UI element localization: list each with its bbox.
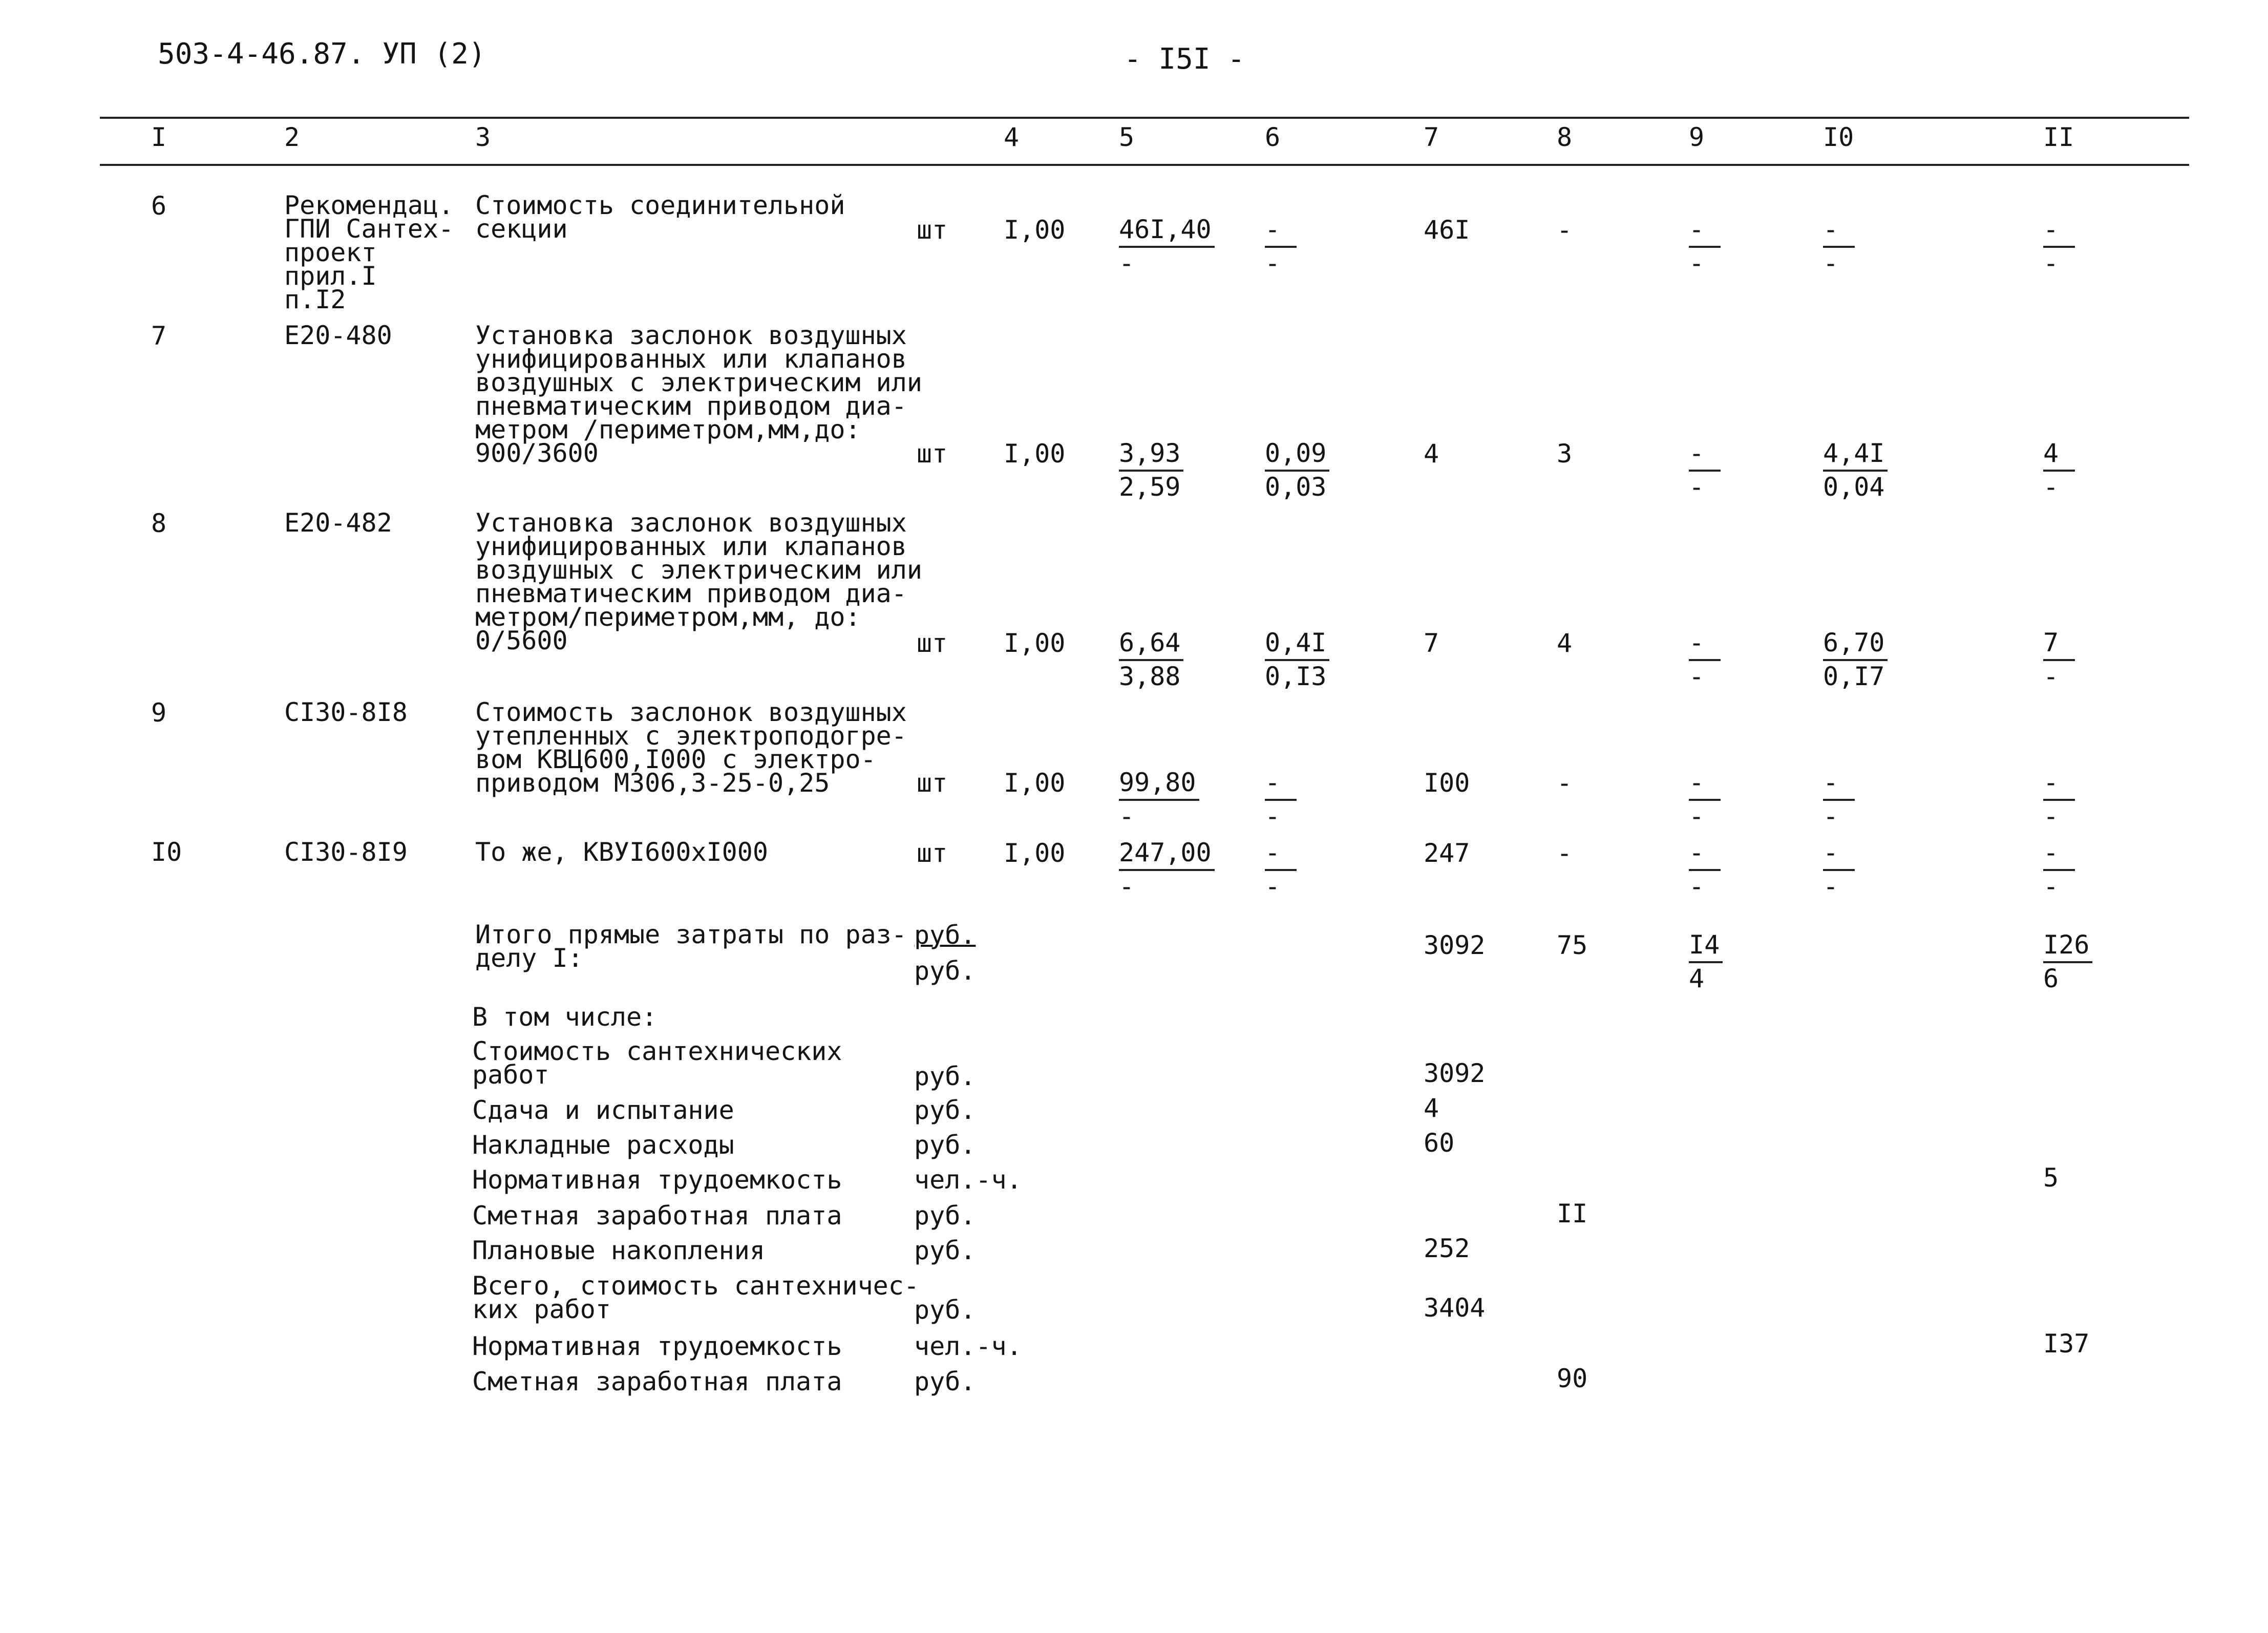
row-quantity: I,00 bbox=[1004, 768, 1066, 798]
col10-fraction bbox=[1823, 214, 1855, 279]
totals-col11-denominator: 6 bbox=[2043, 964, 2059, 993]
col6-numerator: - bbox=[1265, 837, 1297, 871]
col10-denominator: - bbox=[1823, 248, 1839, 278]
col6-denominator: - bbox=[1265, 872, 1281, 901]
col5-fraction bbox=[1119, 214, 1215, 279]
row-number: 7 bbox=[151, 321, 167, 351]
row-number: 8 bbox=[151, 508, 167, 538]
summary-unit: руб. bbox=[914, 1130, 976, 1160]
col6-denominator: 0,03 bbox=[1265, 472, 1327, 502]
col11-numerator: - bbox=[2043, 214, 2075, 248]
summary-unit: руб. bbox=[914, 1062, 976, 1091]
col9-numerator: - bbox=[1689, 837, 1721, 871]
col5-fraction bbox=[1119, 627, 1183, 692]
summary-label: Сметная заработная плата bbox=[472, 1367, 842, 1396]
summary-label: Стоимость сантехнических работ bbox=[472, 1036, 842, 1090]
row-number: 6 bbox=[151, 191, 167, 221]
col10-fraction bbox=[1823, 627, 1888, 692]
column-header: 2 bbox=[284, 122, 300, 152]
col11-denominator: - bbox=[2043, 801, 2059, 831]
col11-fraction bbox=[2043, 837, 2075, 902]
row-code: Е20-482 bbox=[284, 508, 392, 538]
col11-numerator: 4 bbox=[2043, 438, 2075, 472]
column-header: I bbox=[151, 122, 167, 152]
summary-col8: 90 bbox=[1557, 1364, 1588, 1393]
row-code: СI30-8I8 bbox=[284, 697, 408, 727]
table-header-rule bbox=[100, 164, 2189, 166]
summary-unit: руб. bbox=[914, 1095, 976, 1125]
row-number: I0 bbox=[151, 837, 182, 867]
col5-denominator: 3,88 bbox=[1119, 662, 1181, 691]
row-quantity: I,00 bbox=[1004, 628, 1066, 658]
col9-denominator: - bbox=[1689, 872, 1705, 901]
col9-numerator: - bbox=[1689, 214, 1721, 248]
col6-numerator: - bbox=[1265, 214, 1297, 248]
summary-label: Накладные расходы bbox=[472, 1130, 734, 1160]
column-header: II bbox=[2043, 122, 2074, 152]
row-description: Установка заслонок воздушных унифицированных или клапанов воздушных с электрическим или пневматическим приводом диа- метром /периметром,мм,до: 900/3600 bbox=[475, 321, 922, 468]
col5-numerator: 3,93 bbox=[1119, 438, 1183, 472]
summary-col11: 5 bbox=[2043, 1163, 2059, 1193]
col7-value: 7 bbox=[1424, 628, 1439, 658]
summary-col7: 60 bbox=[1424, 1128, 1455, 1158]
column-header: 9 bbox=[1689, 122, 1705, 152]
row-number: 9 bbox=[151, 698, 167, 728]
table-top-rule bbox=[100, 117, 2189, 119]
col5-numerator: 99,80 bbox=[1119, 767, 1199, 801]
col8-value: 3 bbox=[1557, 439, 1573, 469]
summary-label: Нормативная трудоемкость bbox=[472, 1165, 842, 1195]
totals-col9-denominator: 4 bbox=[1689, 964, 1705, 993]
col9-denominator: - bbox=[1689, 248, 1705, 278]
col11-denominator: - bbox=[2043, 248, 2059, 278]
col9-numerator: - bbox=[1689, 767, 1721, 801]
summary-unit: руб. bbox=[914, 1367, 976, 1396]
col6-fraction bbox=[1265, 837, 1297, 902]
col10-numerator: 4,4I bbox=[1823, 438, 1888, 472]
row-unit: шт bbox=[917, 768, 948, 798]
totals-col9-numerator: I4 bbox=[1689, 929, 1723, 963]
col5-fraction bbox=[1119, 837, 1215, 902]
summary-col11: I37 bbox=[2043, 1329, 2090, 1359]
column-header: 3 bbox=[475, 122, 491, 152]
col11-numerator: - bbox=[2043, 837, 2075, 871]
col6-fraction bbox=[1265, 214, 1297, 279]
col11-fraction bbox=[2043, 438, 2075, 502]
col5-numerator: 46I,40 bbox=[1119, 214, 1215, 248]
col6-fraction bbox=[1265, 627, 1329, 692]
col8-value: - bbox=[1557, 838, 1573, 868]
col10-numerator: - bbox=[1823, 767, 1855, 801]
row-description: Стоимость заслонок воздушных утепленных с электроподогре- вом КВЦ600,I000 с электро- приводом МЗ06,3-25-0,25 bbox=[475, 697, 907, 798]
column-header: 7 bbox=[1424, 122, 1439, 152]
col5-denominator: 2,59 bbox=[1119, 472, 1181, 502]
col11-fraction bbox=[2043, 214, 2075, 279]
summary-col8: II bbox=[1557, 1199, 1588, 1228]
summary-label: Плановые накопления bbox=[472, 1236, 765, 1265]
column-header: 6 bbox=[1265, 122, 1281, 152]
document-code: 503-4-46.87. УП (2) bbox=[158, 37, 486, 71]
summary-col7: 3092 bbox=[1424, 1058, 1486, 1088]
totals-unit-2: руб. bbox=[914, 956, 976, 986]
totals-col11-numerator: I26 bbox=[2043, 929, 2092, 963]
row-unit: шт bbox=[917, 439, 948, 469]
row-quantity: I,00 bbox=[1004, 838, 1066, 868]
row-description: Стоимость соединительной секции bbox=[475, 190, 845, 244]
col10-denominator: - bbox=[1823, 801, 1839, 831]
summary-label: Всего, стоимость сантехничес- ких работ bbox=[472, 1271, 919, 1324]
page-number: - I5I - bbox=[1124, 43, 1245, 76]
col10-numerator: 6,70 bbox=[1823, 627, 1888, 661]
totals-unit-1: руб. bbox=[914, 920, 976, 950]
col5-fraction bbox=[1119, 767, 1199, 832]
col11-denominator: - bbox=[2043, 662, 2059, 691]
col5-fraction bbox=[1119, 438, 1183, 502]
summary-col7: 252 bbox=[1424, 1234, 1470, 1263]
col9-fraction bbox=[1689, 767, 1721, 832]
summary-label: Сметная заработная плата bbox=[472, 1201, 842, 1231]
summary-unit: руб. bbox=[914, 1201, 976, 1231]
col9-denominator: - bbox=[1689, 662, 1705, 691]
summary-unit: чел.-ч. bbox=[914, 1331, 1022, 1361]
col10-denominator: 0,04 bbox=[1823, 472, 1885, 502]
col10-denominator: - bbox=[1823, 872, 1839, 901]
column-header: 8 bbox=[1557, 122, 1573, 152]
row-code: Рекомендац. ГПИ Сантех- проект прил.I п.I2 bbox=[284, 190, 454, 314]
totals-col11-fraction bbox=[2043, 929, 2092, 994]
col5-denominator: - bbox=[1119, 801, 1135, 831]
col11-fraction bbox=[2043, 767, 2075, 832]
col9-fraction bbox=[1689, 438, 1721, 502]
summary-label: Сдача и испытание bbox=[472, 1095, 734, 1125]
summary-label: Нормативная трудоемкость bbox=[472, 1331, 842, 1361]
col5-numerator: 247,00 bbox=[1119, 837, 1215, 871]
summary-col7: 4 bbox=[1424, 1093, 1439, 1123]
col10-fraction bbox=[1823, 837, 1855, 902]
col11-denominator: - bbox=[2043, 472, 2059, 502]
col6-denominator: - bbox=[1265, 248, 1281, 278]
totals-col7: 3092 bbox=[1424, 930, 1486, 960]
col10-fraction bbox=[1823, 438, 1888, 502]
col10-fraction bbox=[1823, 767, 1855, 832]
col8-value: - bbox=[1557, 215, 1573, 245]
row-description: Установка заслонок воздушных унифицированных или клапанов воздушных с электрическим или пневматическим приводом диа- метром/периметром,мм, до: 0/5600 bbox=[475, 508, 922, 655]
col6-denominator: 0,I3 bbox=[1265, 662, 1327, 691]
col7-value: I00 bbox=[1424, 768, 1470, 798]
summary-unit: руб. bbox=[914, 1295, 976, 1325]
row-unit: шт bbox=[917, 838, 948, 868]
col10-numerator: - bbox=[1823, 837, 1855, 871]
summary-col7: 3404 bbox=[1424, 1293, 1486, 1323]
totals-label: Итого прямые затраты по раз- делу I: bbox=[475, 920, 907, 973]
col6-numerator: 0,09 bbox=[1265, 438, 1329, 472]
totals-col8: 75 bbox=[1557, 930, 1588, 960]
summary-unit: чел.-ч. bbox=[914, 1165, 1022, 1195]
row-unit: шт bbox=[917, 628, 948, 658]
col9-numerator: - bbox=[1689, 438, 1721, 472]
col6-numerator: 0,4I bbox=[1265, 627, 1329, 661]
col11-denominator: - bbox=[2043, 872, 2059, 901]
col8-value: 4 bbox=[1557, 628, 1573, 658]
including-heading: В том числе: bbox=[472, 1002, 658, 1032]
row-code: СI30-8I9 bbox=[284, 837, 408, 867]
col9-denominator: - bbox=[1689, 472, 1705, 502]
totals-col9-fraction bbox=[1689, 929, 1723, 994]
col6-fraction bbox=[1265, 438, 1329, 502]
row-quantity: I,00 bbox=[1004, 215, 1066, 245]
col9-numerator: - bbox=[1689, 627, 1721, 661]
col10-denominator: 0,I7 bbox=[1823, 662, 1885, 691]
summary-unit: руб. bbox=[914, 1236, 976, 1265]
col9-fraction bbox=[1689, 627, 1721, 692]
row-code: Е20-480 bbox=[284, 321, 392, 350]
col6-denominator: - bbox=[1265, 801, 1281, 831]
column-header: 5 bbox=[1119, 122, 1135, 152]
col11-fraction bbox=[2043, 627, 2075, 692]
row-quantity: I,00 bbox=[1004, 439, 1066, 469]
col7-value: 46I bbox=[1424, 215, 1470, 245]
col5-denominator: - bbox=[1119, 872, 1135, 901]
col8-value: - bbox=[1557, 768, 1573, 798]
col11-numerator: 7 bbox=[2043, 627, 2075, 661]
col5-denominator: - bbox=[1119, 248, 1135, 278]
col9-denominator: - bbox=[1689, 801, 1705, 831]
col11-numerator: - bbox=[2043, 767, 2075, 801]
col6-fraction bbox=[1265, 767, 1297, 832]
col9-fraction bbox=[1689, 214, 1721, 279]
col7-value: 247 bbox=[1424, 838, 1470, 868]
col7-value: 4 bbox=[1424, 439, 1439, 469]
col5-numerator: 6,64 bbox=[1119, 627, 1183, 661]
column-header: 4 bbox=[1004, 122, 1020, 152]
column-header: I0 bbox=[1823, 122, 1854, 152]
row-unit: шт bbox=[917, 215, 948, 245]
col6-numerator: - bbox=[1265, 767, 1297, 801]
col10-numerator: - bbox=[1823, 214, 1855, 248]
col9-fraction bbox=[1689, 837, 1721, 902]
row-description: То же, КВУI600хI000 bbox=[475, 837, 768, 867]
